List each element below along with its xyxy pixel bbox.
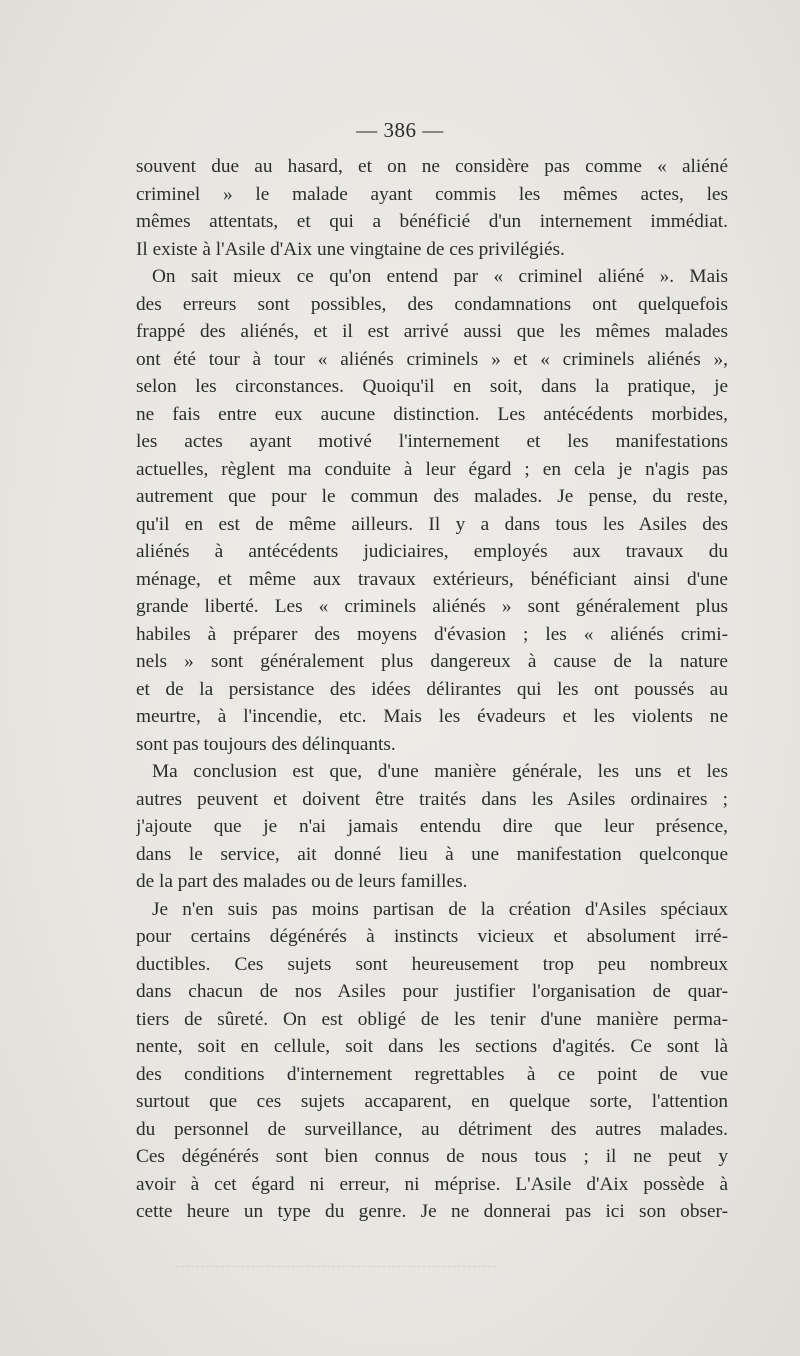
text-line: Ma conclusion est que, d'une manière générale, les uns et les [152,761,728,782]
text-line: tiers de sûreté. On est obligé de les tenir d'une manière perma- [136,1008,728,1030]
text-line: actuelles, règlent ma conduite à leur égard ; en cela je n'agis pas [136,458,728,480]
text-line: surtout que ces sujets accaparent, en quelque sorte, l'attention [136,1091,728,1112]
text-line: Il existe à l'Asile d'Aix une vingtaine de ces privilégiés. [136,238,565,260]
text-line: criminel » le malade ayant commis les mêmes actes, les [136,183,728,205]
text-line: ont été tour à tour « aliénés criminels » et « criminels aliénés », [136,348,728,370]
text-line: j'ajoute que je n'ai jamais entendu dire que leur présence, [136,816,728,837]
text-line: selon les circonstances. Quoiqu'il en soit, dans la pratique, je [136,376,728,397]
text-line: nels » sont généralement plus dangereux à cause de la nature [136,651,728,672]
text-line: dans le service, ait donné lieu à une manifestation quelconque [136,843,728,865]
text-line: grande liberté. Les « criminels aliénés » sont généralement plus [136,596,728,617]
text-line: des conditions d'internement regrettables à ce point de vue [136,1063,728,1085]
text-line: les actes ayant motivé l'internement et les manifestations [136,431,728,452]
text-line: nente, soit en cellule, soit dans les sections d'agités. Ce sont là [136,1036,728,1057]
text-line: frappé des aliénés, et il est arrivé aussi que les mêmes malades [136,321,728,342]
text-line: On sait mieux ce qu'on entend par « criminel aliéné ». Mais [152,266,728,287]
text-line: et de la persistance des idées délirantes qui les ont poussés au [136,678,728,700]
bottom-rule [176,1266,496,1267]
text-line: mêmes attentats, et qui a bénéficié d'un internement immédiat. [136,211,728,232]
text-line: Ces dégénérés sont bien connus de nous tous ; il ne peut y [136,1146,728,1167]
text-line: des erreurs sont possibles, des condamnations ont quelquefois [136,293,728,315]
text-line: autrement que pour le commun des malades. Je pense, du reste, [136,486,728,507]
text-line: souvent due au hasard, et on ne considère pas comme « aliéné [136,156,728,177]
text-line: cette heure un type du genre. Je ne donnerai pas ici son obser- [136,1201,728,1222]
text-line: Je n'en suis pas moins partisan de la création d'Asiles spéciaux [152,898,728,920]
text-line: habiles à préparer des moyens d'évasion ; les « aliénés crimi- [136,623,728,645]
text-line: ductibles. Ces sujets sont heureusement trop peu nombreux [136,953,728,975]
text-line: sont pas toujours des délinquants. [136,733,396,755]
text-line: du personnel de surveillance, au détriment des autres malades. [136,1118,728,1140]
body-text [136,153,728,1226]
text-line: meurtre, à l'incendie, etc. Mais les évadeurs et les violents ne [136,706,728,727]
text-line: dans chacun de nos Asiles pour justifier l'organisation de quar- [136,981,728,1002]
text-line: pour certains dégénérés à instincts vicieux et absolument irré- [136,926,728,947]
text-line: avoir à cet égard ni erreur, ni méprise. L'Asile d'Aix possède à [136,1173,728,1195]
page-number: — 386 — [356,118,444,142]
text-line: de la part des malades ou de leurs familles. [136,871,468,892]
text-line: qu'il en est de même ailleurs. Il y a dans tous les Asiles des [136,513,728,535]
text-line: ne fais entre eux aucune distinction. Les antécédents morbides, [136,403,728,425]
text-line: autres peuvent et doivent être traités dans les Asiles ordinaires ; [136,788,728,810]
text-line: aliénés à antécédents judiciaires, employés aux travaux du [136,541,728,562]
text-line: ménage, et même aux travaux extérieurs, bénéficiant ainsi d'une [136,568,728,590]
